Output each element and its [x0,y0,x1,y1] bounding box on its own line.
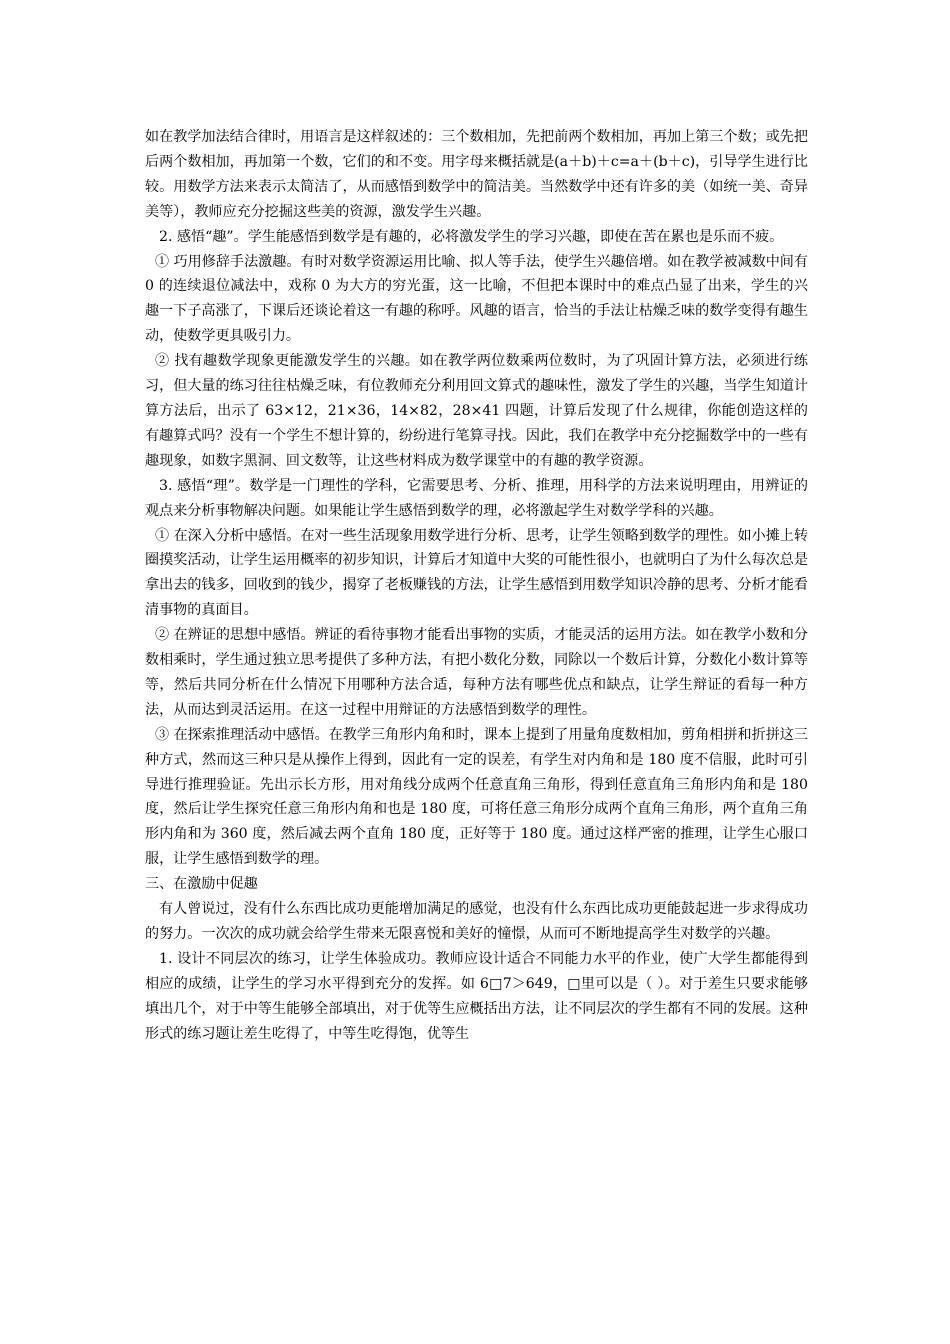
paragraph-interesting-phenomena: ② 找有趣数学现象更能激发学生的兴趣。如在教学两位数乘两位数时，为了巩固计算方法，必须进行练习，但大量的练习往往枯燥乏味，有位教师充分利用回文算式的趣味性，激发了学生的兴趣，当学生知道计算方法后，出示了 63×12，21×36，14×82，28×41 四题，计算后发现了什么规律，你能创造这样的有趣算式吗？没有一个学生不想计算的，纷纷进行笔算寻找。因此，我们在教学中充分挖掘数学中的一些有趣现象，如数字黑洞、回文数等，让这些材料成为数学课堂中的有趣的教学资源。 [145,353,808,469]
section-heading-encouragement: 三、在激励中促趣 [145,876,258,893]
paragraph-rhetoric: ① 巧用修辞手法激趣。有时对数学资源运用比喻、拟人等手法，使学生兴趣倍增。如在教学被减数中间有 0 的连续退位减法中，戏称 0 为大方的穷光蛋，这一比喻，不但把本课时中的难点凸显了出来，学生的兴趣一下子高涨了，下课后还谈论着这一有趣的称呼。风趣的语言，恰当的手法让枯燥乏味的数学变得有趣生动，使数学更具吸引力。 [145,253,808,345]
paragraph-success-quote: 有人曾说过，没有什么东西比成功更能增加满足的感觉，也没有什么东西比成功更能鼓起进一步求得成功的努力。一次次的成功就会给学生带来无限喜悦和美好的憧憬，从而可不断地提高学生对数学的兴趣。 [145,901,808,942]
paragraph-simplicity-beauty: 如在教学加法结合律时，用语言是这样叙述的：三个数相加，先把前两个数相加，再加上第三个数；或先把后两个数相加，再加第一个数，它们的和不变。用字母来概括就是(a＋b)＋c=a＋(b＋c)，引导学生进行比较。用数学方法来表示太简洁了，从而感悟到数学中的简洁美。当然数学中还有许多的美（如统一美、奇异美等），教师应充分挖掘这些美的资源，激发学生兴趣。 [145,129,808,220]
paragraph-sense-reason: 3. 感悟“理”。数学是一门理性的学科，它需要思考、分析、推理，用科学的方法来说明理由，用辨证的观点来分析事物解决问题。如果能让学生感悟到数学的理，必将激起学生对数学学科的兴趣。 [145,477,808,519]
paragraph-exploration-reasoning: ③ 在探索推理活动中感悟。在教学三角形内角和时，课本上提到了用量角度数相加，剪角相拼和折拼这三种方式，然而这三种只是从操作上得到，因此有一定的误差，有学生对内角和是 180 度不信服，此时可引导进行推理验证。先出示长方形，用对角线分成两个任意直角三角形，得到任意直角三角形内角和是 180 度，然后让学生探究任意三角形内角和也是 180 度，可将任意三角形分成两个直角三角形，两个直角三角形内角和为 360 度，然后减去两个直角 180 度，正好等于 180 度。通过这样严密的推理，让学生心服口服，让学生感悟到数学的理。 [145,726,808,868]
document-body [145,125,808,1047]
paragraph-dialectic-thinking: ② 在辨证的思想中感悟。辨证的看待事物才能看出事物的实质，才能灵活的运用方法。如在教学小数和分数相乘时，学生通过独立思考提供了多种方法，有把小数化分数，同除以一个数后计算，分数化小数计算等等，然后共同分析在什么情况下用哪种方法合适，每种方法有哪些优点和缺点，让学生辩证的看每一种方法，从而达到灵活运用。在这一过程中用辩证的方法感悟到数学的理性。 [145,627,808,718]
paragraph-deep-analysis: ① 在深入分析中感悟。在对一些生活现象用数学进行分析、思考，让学生领略到数学的理性。如小摊上转圈摸奖活动，让学生运用概率的初步知识，计算后才知道中大奖的可能性很小，也就明白了为什么每次总是拿出去的钱多，回收到的钱少，揭穿了老板赚钱的方法，让学生感悟到用数学知识冷静的思考、分析才能看清事物的真面目。 [145,527,808,619]
paragraph-layered-exercises: 1. 设计不同层次的练习，让学生体验成功。教师应设计适合不同能力水平的作业，使广大学生都能得到相应的成绩，让学生的学习水平得到充分的发挥。如 6□7＞649，□里可以是（ ）。对于差生只要求能够填出几个，对于中等生能够全部填出，对于优等生应概括出方法，让不同层次的学生都有不同的发展。这种形式的练习题让差生吃得了，中等生吃得饱，优等生 [145,950,808,1042]
paragraph-sense-interest: 2. 感悟“趣”。学生能感悟到数学是有趣的，必将激发学生的学习兴趣，即使在苦在累也是乐而不疲。 [159,228,784,245]
